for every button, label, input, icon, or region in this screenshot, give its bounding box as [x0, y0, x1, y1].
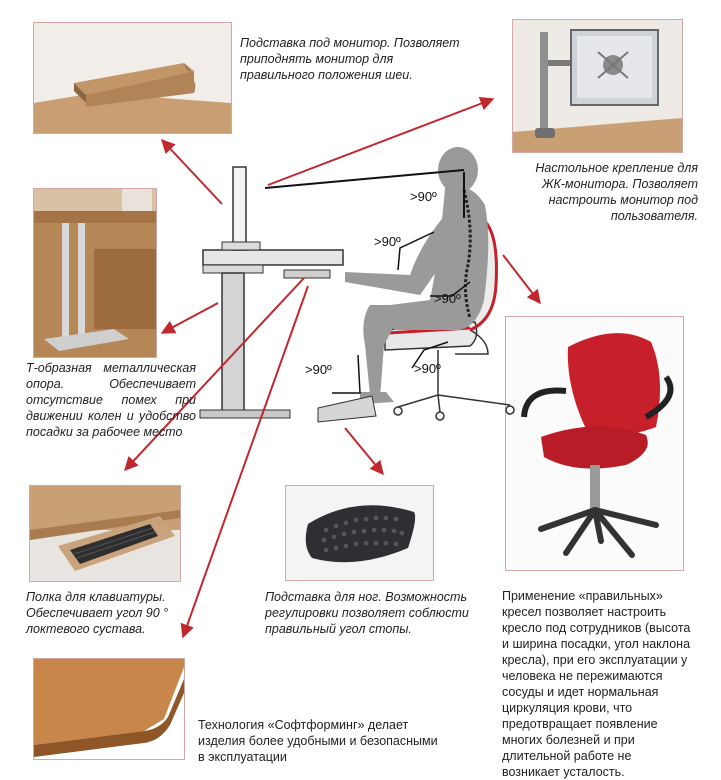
caption-t-support: Т-образная металлическая опора. Обеспечивает отсутствие помех при движении колен и удобство посадки за рабочее место: [26, 361, 196, 439]
angle-label-knee: >90º: [414, 361, 441, 376]
caption-lcd-mount: Настольное крепление для ЖК-монитора. Позволяет настроить монитор под пользователя.: [535, 161, 698, 223]
desk-diagram: [200, 167, 343, 418]
angle-label-elbow: >90º: [374, 234, 401, 249]
angle-label-hip: >90º: [434, 291, 461, 306]
caption-softforming: Технология «Софтформинг» делает изделия более удобными и безопасными в эксплуатации: [198, 718, 438, 764]
caption-monitor-stand: Подставка под монитор. Позволяет приподнять монитор для правильного положения шеи.: [240, 36, 460, 82]
caption-chair: Применение «правильных» кресел позволяет настроить кресло под сотрудников (высота и ширина посадки, угол наклона кресла), при его эксплуатации у человека не пережимаются сосуды и идет нормальная циркуляция крови, что предотвращает появление многих болезней и при длительной работе не возникает усталость.: [502, 589, 691, 779]
angle-label-foot: >90º: [305, 362, 332, 377]
caption-footrest: Подставка для ног. Возможность регулировки позволяет соблюсти правильный угол стопы.: [265, 590, 469, 636]
caption-keyboard-shelf: Полка для клавиатуры. Обеспечивает угол 90 ° локтевого сустава.: [26, 590, 169, 636]
angle-label-neck: >90º: [410, 189, 437, 204]
